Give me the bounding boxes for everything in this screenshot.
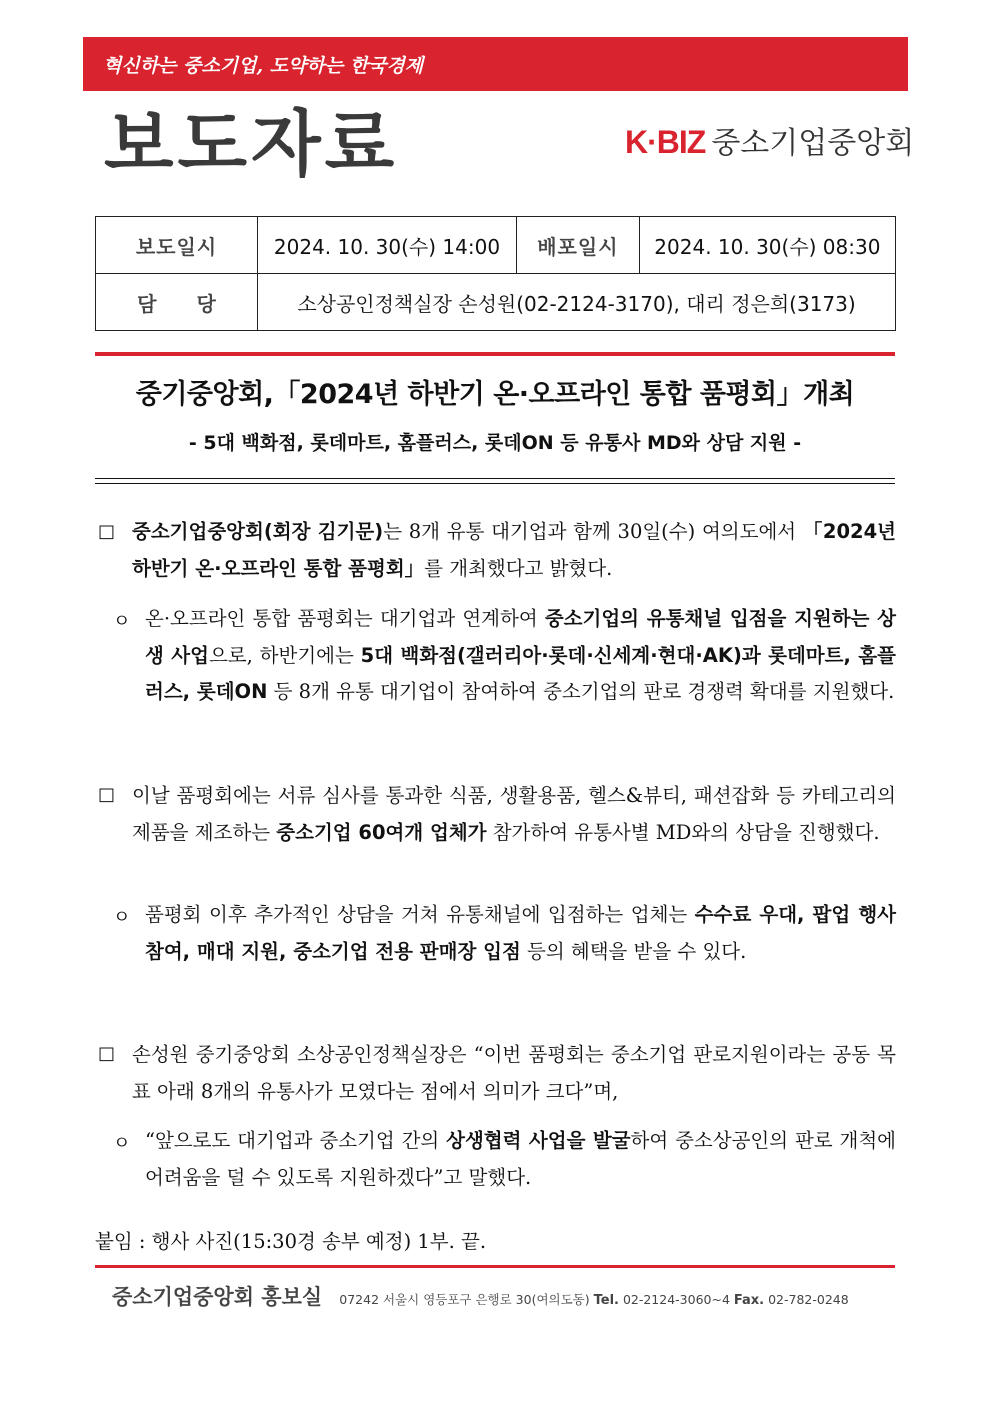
release-info-table [95,216,896,331]
circle-bullet: ㅇ [113,611,131,632]
headline-top-rule [95,352,895,356]
paragraph-1 [132,514,896,587]
circle-bullet: ㅇ [113,907,131,928]
footer-tel-label: Tel. [593,1293,619,1308]
release-date-value: 2024. 10. 30(수) 14:00 [258,217,517,274]
headline-bottom-rule [95,478,895,484]
p6-text-2: 하여 중소상공인의 판로 개척에 어려움을 덜 수 있도록 지원하겠다”고 말했다. [145,1129,896,1189]
slogan-banner [83,37,908,91]
p1-text-1: 는 8개 유통 대기업과 함께 30일(수) 여의도에서 [383,520,803,543]
document-title: 보도자료 [104,102,399,186]
p4-bold-1: 수수료 우대, 팝업 행사 참여, 매대 지원, 중소기업 전용 판매장 입점 [145,903,896,963]
square-bullet: □ [98,521,116,542]
p2-text-2: 으로, 하반기에는 [208,643,361,667]
square-bullet: □ [98,1043,116,1064]
contact-row [96,274,896,331]
footer-department: 중소기업중앙회 홍보실 [112,1285,323,1309]
p4-text-1: 품평회 이후 추가적인 상담을 거쳐 유통채널에 입점하는 업체는 [145,903,695,926]
paragraph-6 [145,1123,896,1196]
footer-tel: 02-2124-3060~4 [618,1292,734,1307]
p3-bold-1: 중소기업 60여개 업체가 [276,820,487,844]
slogan-text: 혁신하는 중소기업, 도약하는 한국경제 [103,55,424,77]
p5-text-1: 손성원 중기중앙회 소상공인정책실장은 “이번 품평회는 중소기업 판로지원이라는 공동 목표 아래 8개의 유통사가 모였다는 점에서 의미가 크다”며, [132,1043,896,1103]
circle-bullet: ㅇ [113,1133,131,1154]
kbiz-logo [625,118,914,162]
contact-label: 담당 [96,274,258,331]
p1-text-2: 를 개최했다고 밝혔다. [424,556,613,580]
distribute-date-value: 2024. 10. 30(수) 08:30 [639,217,895,274]
attachment-note: 붙임 : 행사 사진(15:30경 송부 예정) 1부. 끝. [95,1230,487,1253]
paragraph-2 [145,601,896,711]
headline-subtitle: - 5대 백화점, 롯데마트, 홈플러스, 롯데ON 등 유통사 MD와 상담 지원 - [188,432,802,454]
paragraph-3 [132,778,896,851]
square-bullet: □ [98,784,116,805]
p2-text-3: 등 8개 유통 대기업이 참여하여 중소기업의 판로 경쟁력 확대를 지원했다. [267,680,895,703]
p1-bold-2: 「2024년 하반기 온·오프라인 통합 품평회」 [132,520,896,580]
p3-text-2: 참가하여 유통사별 MD와의 상담을 진행했다. [486,820,880,844]
p1-bold-1: 중소기업중앙회(회장 김기문) [132,520,384,543]
distribute-date-label: 배포일시 [516,217,639,274]
p6-bold-1: 상생협력 사업을 발굴 [446,1129,631,1152]
logo-mark: K·BIZ [625,124,706,160]
p2-bold-1: 중소기업의 유통채널 입점을 지원하는 상생 사업 [145,607,896,667]
p4-text-2: 등의 혜택을 받을 수 있다. [520,939,747,963]
footer-address-text: 07242 서울시 영등포구 은행로 30(여의도동) [339,1292,594,1307]
release-row [96,217,896,274]
release-date-label: 보도일시 [96,217,258,274]
p2-text-1: 온·오프라인 통합 품평회는 대기업과 연계하여 [145,607,545,630]
p2-bold-2: 5대 백화점(갤러리아·롯데·신세계·현대·AK)과 롯데마트, 홈플러스, 롯데ON [145,643,896,703]
footer [112,1281,849,1311]
footer-fax-label: Fax. [733,1293,765,1308]
footer-rule [95,1265,895,1268]
p3-text-1: 이날 품평회에는 서류 심사를 통과한 식품, 생활용품, 헬스&뷰티, 패션잡화 등 카테고리의 제품을 제조하는 [132,784,896,844]
p6-text-1: “앞으로도 대기업과 중소기업 간의 [145,1129,447,1152]
contact-value: 소상공인정책실장 손성원(02-2124-3170), 대리 정은희(3173) [258,274,896,331]
footer-fax: 02-782-0248 [764,1292,849,1307]
footer-address [339,1292,848,1307]
paragraph-5 [132,1037,896,1110]
headline-title: 중기중앙회,「2024년 하반기 온·오프라인 통합 품평회」개최 [135,379,855,410]
paragraph-4 [145,897,896,970]
logo-org-name: 중소기업중앙회 [711,126,915,161]
